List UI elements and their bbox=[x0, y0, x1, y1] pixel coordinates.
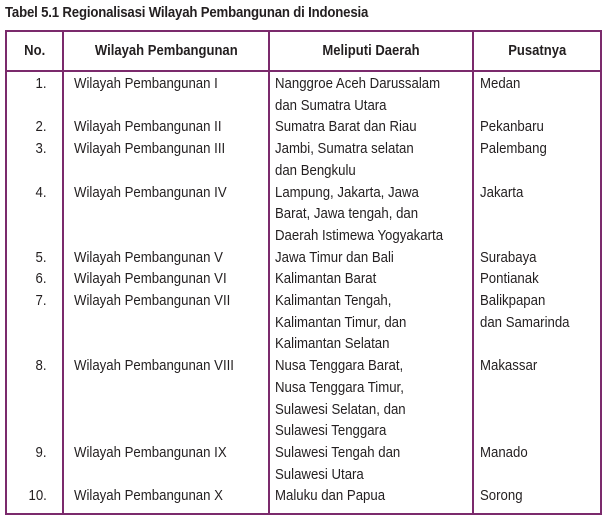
row-daerah bbox=[275, 442, 470, 485]
row-pusat bbox=[480, 290, 598, 333]
header-pusat bbox=[474, 32, 600, 70]
row-pusat-line: Pekanbaru bbox=[480, 118, 544, 136]
row-no bbox=[7, 355, 47, 377]
row-daerah-line: Nusa Tenggara Barat, bbox=[275, 357, 404, 375]
row-wilayah bbox=[74, 290, 264, 312]
row-daerah-line: Sulawesi Tenggara bbox=[275, 422, 387, 440]
row-no-line: 5. bbox=[35, 248, 47, 266]
row-no bbox=[7, 268, 47, 290]
row-daerah bbox=[275, 485, 470, 507]
row-wilayah-line: Wilayah Pembangunan IV bbox=[74, 183, 227, 201]
row-no bbox=[7, 442, 47, 464]
header-wilayah-text: Wilayah Pembangunan bbox=[94, 43, 238, 59]
row-pusat bbox=[480, 116, 598, 138]
row-pusat-line: Balikpapan bbox=[480, 292, 546, 309]
row-wilayah-line: Wilayah Pembangunan VI bbox=[74, 270, 227, 288]
row-wilayah-line: Wilayah Pembangunan V bbox=[74, 248, 223, 266]
row-pusat bbox=[480, 268, 598, 290]
row-daerah-line: Nanggroe Aceh Darussalam bbox=[275, 75, 441, 92]
table-caption-text: Tabel 5.1 Regionalisasi Wilayah Pembangunan di Indonesia bbox=[5, 4, 369, 21]
row-pusat bbox=[480, 355, 598, 377]
row-pusat-line: Palembang bbox=[480, 140, 547, 158]
table-row bbox=[7, 290, 600, 355]
row-no bbox=[7, 290, 47, 312]
row-daerah-line: Sulawesi Tengah dan bbox=[275, 443, 401, 461]
row-pusat-line: Jakarta bbox=[480, 183, 524, 201]
row-wilayah bbox=[74, 73, 264, 95]
row-wilayah bbox=[74, 355, 264, 377]
row-daerah-line: Sulawesi Utara bbox=[275, 465, 364, 483]
row-pusat-line: Pontianak bbox=[480, 270, 539, 288]
table-caption bbox=[5, 4, 368, 21]
row-no bbox=[7, 247, 47, 269]
row-pusat-line: Sorong bbox=[480, 487, 523, 505]
row-no-line: 10. bbox=[28, 487, 47, 505]
row-wilayah-line: Wilayah Pembangunan IX bbox=[74, 443, 227, 461]
row-daerah-line: Kalimantan Barat bbox=[275, 270, 377, 288]
row-no-line: 3. bbox=[35, 140, 47, 158]
table-header bbox=[7, 32, 600, 72]
row-pusat-line: Manado bbox=[480, 443, 528, 461]
row-wilayah-line: Wilayah Pembangunan III bbox=[74, 140, 226, 158]
row-pusat-line: Medan bbox=[480, 75, 521, 92]
row-daerah bbox=[275, 290, 470, 355]
table-row bbox=[7, 116, 600, 138]
row-pusat-line: Surabaya bbox=[480, 248, 537, 266]
row-wilayah bbox=[74, 442, 264, 464]
row-no bbox=[7, 116, 47, 138]
header-no-text: No. bbox=[23, 43, 46, 59]
row-pusat-line: Makassar bbox=[480, 357, 538, 375]
row-pusat bbox=[480, 485, 598, 507]
row-daerah-line: Lampung, Jakarta, Jawa bbox=[275, 183, 419, 201]
row-daerah-line: dan Sumatra Utara bbox=[275, 96, 387, 114]
row-pusat bbox=[480, 182, 598, 204]
row-no-line: 6. bbox=[35, 270, 47, 288]
row-wilayah-line: Wilayah Pembangunan I bbox=[74, 75, 218, 92]
row-daerah bbox=[275, 355, 470, 442]
row-wilayah-line: Wilayah Pembangunan VII bbox=[74, 292, 231, 309]
row-pusat bbox=[480, 73, 598, 95]
table-row bbox=[7, 485, 600, 507]
header-pusat-text: Pusatnya bbox=[507, 43, 567, 59]
row-no-line: 9. bbox=[35, 443, 47, 461]
row-wilayah-line: Wilayah Pembangunan X bbox=[74, 487, 223, 505]
table-row bbox=[7, 182, 600, 247]
header-daerah-text: Meliputi Daerah bbox=[322, 43, 420, 59]
row-wilayah bbox=[74, 268, 264, 290]
row-daerah-line: Jawa Timur dan Bali bbox=[275, 248, 394, 266]
row-daerah-line: Sumatra Barat dan Riau bbox=[275, 118, 417, 136]
row-daerah-line: Kalimantan Tengah, bbox=[275, 292, 392, 309]
table-row bbox=[7, 138, 600, 181]
row-daerah-line: Nusa Tenggara Timur, bbox=[275, 378, 404, 396]
row-no bbox=[7, 485, 47, 507]
row-pusat bbox=[480, 138, 598, 160]
region-table bbox=[5, 30, 602, 515]
row-no-line: 7. bbox=[35, 292, 47, 309]
row-daerah-line: dan Bengkulu bbox=[275, 161, 356, 179]
row-no-line: 1. bbox=[35, 75, 47, 92]
row-daerah-line: Daerah Istimewa Yogyakarta bbox=[275, 226, 444, 244]
table-row bbox=[7, 442, 600, 485]
row-daerah-line: Kalimantan Selatan bbox=[275, 335, 390, 353]
row-no bbox=[7, 182, 47, 204]
row-daerah-line: Maluku dan Papua bbox=[275, 487, 386, 505]
table-row bbox=[7, 268, 600, 290]
row-wilayah bbox=[74, 116, 264, 138]
row-no bbox=[7, 138, 47, 160]
row-daerah-line: Barat, Jawa tengah, dan bbox=[275, 205, 419, 223]
row-daerah-line: Sulawesi Selatan, dan bbox=[275, 400, 406, 418]
row-pusat bbox=[480, 247, 598, 269]
header-wilayah bbox=[64, 32, 268, 70]
table-row bbox=[7, 355, 600, 442]
row-no-line: 8. bbox=[35, 357, 47, 375]
row-daerah bbox=[275, 116, 470, 138]
row-wilayah-line: Wilayah Pembangunan II bbox=[74, 118, 222, 136]
row-pusat bbox=[480, 442, 598, 464]
row-no-line: 2. bbox=[35, 118, 47, 136]
header-daerah bbox=[270, 32, 472, 70]
row-daerah bbox=[275, 182, 470, 247]
row-wilayah bbox=[74, 182, 264, 204]
row-no-line: 4. bbox=[35, 183, 47, 201]
table-row bbox=[7, 73, 600, 116]
row-daerah-line: Jambi, Sumatra selatan bbox=[275, 140, 414, 158]
row-daerah bbox=[275, 138, 470, 181]
row-daerah-line: Kalimantan Timur, dan bbox=[275, 313, 407, 331]
row-wilayah-line: Wilayah Pembangunan VIII bbox=[74, 357, 234, 375]
row-daerah bbox=[275, 268, 470, 290]
row-wilayah bbox=[74, 247, 264, 269]
row-wilayah bbox=[74, 485, 264, 507]
table-row bbox=[7, 247, 600, 269]
row-daerah bbox=[275, 73, 470, 116]
header-no bbox=[7, 32, 62, 70]
row-pusat-line: dan Samarinda bbox=[480, 313, 570, 331]
row-daerah bbox=[275, 247, 470, 269]
row-no bbox=[7, 73, 47, 95]
row-wilayah bbox=[74, 138, 264, 160]
